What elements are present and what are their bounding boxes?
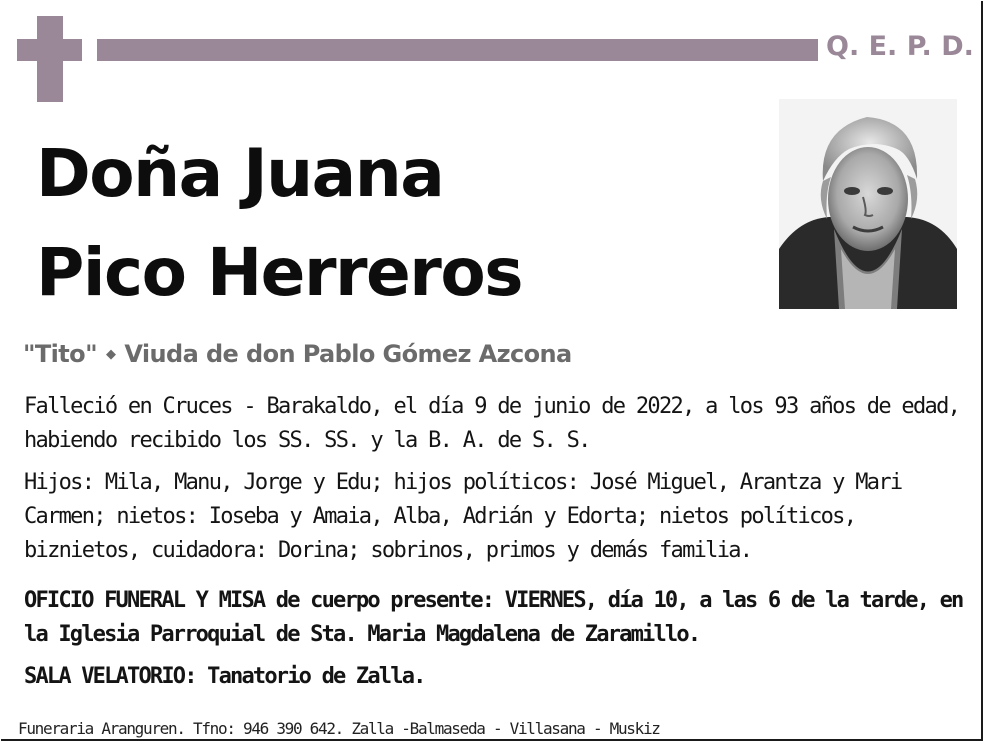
diamond-separator-icon: ◆ (105, 347, 116, 362)
nickname: "Tito" (23, 340, 97, 368)
deceased-name-line1: Doña Juana (36, 135, 444, 212)
death-info: Falleció en Cruces - Barakaldo, el día 9 de junio de 2022, a los 93 años de edad, habiendo recibido los SS. SS. y la B. A. de S. S. (24, 394, 960, 453)
cross-icon-arm (17, 39, 82, 61)
family-list: Hijos: Mila, Manu, Jorge y Edu; hijos políticos: José Miguel, Arantza y Mari Carmen; nietos: Ioseba y Amaia, Alba, Adrián y Edorta; nietos políticos, biznietos, cuidadora: Dorina; sobrinos, primos y demás familia. (24, 470, 902, 563)
wake-info: SALA VELATORIO: Tanatorio de Zalla. (24, 664, 425, 689)
subtitle (23, 340, 572, 368)
qepd-label: Q. E. P. D. (826, 31, 974, 62)
funeral-home-footer: Funeraria Aranguren. Tfno: 946 390 642. Zalla -Balmaseda - Villasana - Muskiz (18, 719, 660, 738)
deceased-photo (779, 99, 957, 309)
deceased-name-line2: Pico Herreros (36, 234, 522, 311)
widow-of: Viuda de don Pablo Gómez Azcona (124, 340, 572, 368)
header-bar (97, 39, 818, 61)
funeral-info: OFICIO FUNERAL Y MISA de cuerpo presente: VIERNES, día 10, a las 6 de la tarde, en la Iglesia Parroquial de Sta. Maria Magdalena de Zaramillo. (24, 588, 963, 647)
